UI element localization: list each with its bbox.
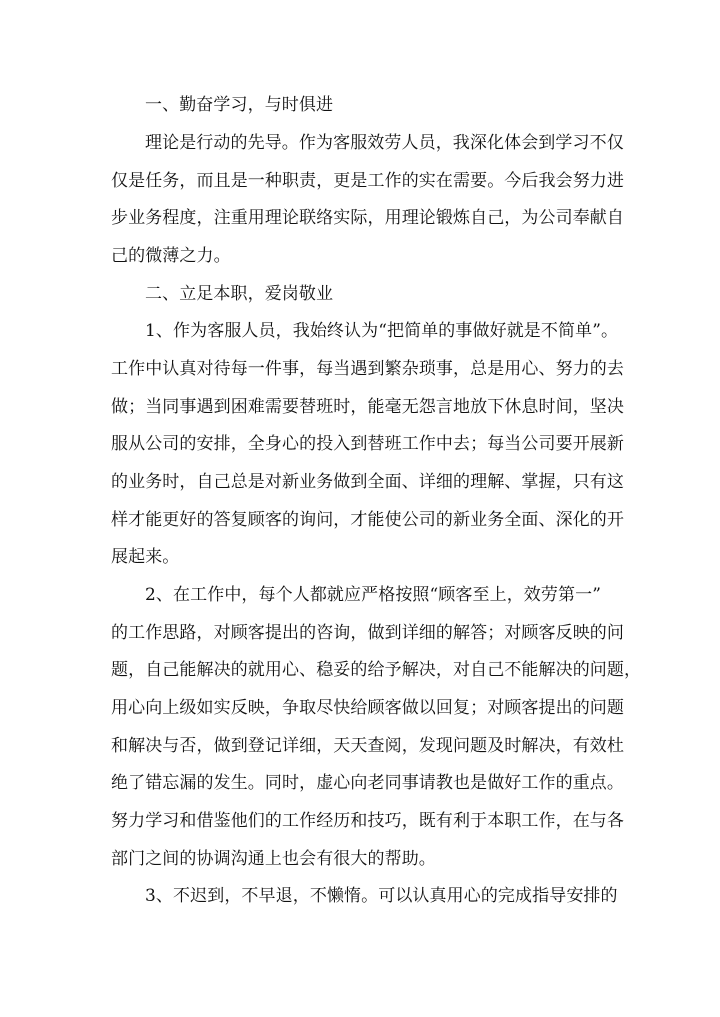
paragraph-line: 工作中认真对待每一件事，每当遇到繁杂琐事，总是用心、努力的去: [111, 359, 624, 379]
paragraph-line: 服从公司的安排，全身心的投入到替班工作中去；每当公司要开展新: [111, 434, 624, 454]
paragraph-line: 展起来。: [111, 547, 180, 567]
paragraph-line: 2、在工作中，每个人都就应严格按照“顾客至上，效劳第一”: [145, 585, 601, 605]
paragraph-line: 题，自己能解决的就用心、稳妥的给予解决，对自己不能解决的问题，: [111, 660, 642, 680]
paragraph-line: 部门之间的协调沟通上也会有很大的帮助。: [111, 849, 436, 869]
paragraph-line: 己的微薄之力。: [111, 246, 231, 266]
heading-1: 一、勤奋学习，与时俱进: [145, 95, 334, 115]
paragraph-line: 理论是行动的先导。作为客服效劳人员，我深化体会到学习不仅: [145, 133, 624, 153]
paragraph-line: 努力学习和借鉴他们的工作经历和技巧，既有利于本职工作，在与各: [111, 811, 624, 831]
paragraph-line: 的业务时，自己总是对新业务做到全面、详细的理解、掌握，只有这: [111, 472, 624, 492]
paragraph-line: 用心向上级如实反映，争取尽快给顾客做以回复；对顾客提出的问题: [111, 698, 624, 718]
heading-2: 二、立足本职，爱岗敬业: [145, 284, 334, 304]
paragraph-line: 仅是任务，而且是一种职责，更是工作的实在需要。今后我会努力进: [111, 171, 624, 191]
paragraph-line: 绝了错忘漏的发生。同时，虚心向老同事请教也是做好工作的重点。: [111, 773, 624, 793]
paragraph-line: 做；当同事遇到困难需要替班时，能毫无怨言地放下休息时间，坚决: [111, 397, 624, 417]
paragraph-line: 样才能更好的答复顾客的询问，才能使公司的新业务全面、深化的开: [111, 510, 624, 530]
paragraph-line: 3、不迟到，不早退，不懒惰。可以认真用心的完成指导安排的: [145, 886, 618, 906]
paragraph-line: 1、作为客服人员，我始终认为“把简单的事做好就是不简单”。: [145, 321, 619, 341]
paragraph-line: 和解决与否，做到登记详细，天天查阅，发现问题及时解决，有效杜: [111, 736, 624, 756]
paragraph-line: 的工作思路，对顾客提出的咨询，做到详细的解答；对顾客反映的问: [111, 623, 624, 643]
paragraph-line: 步业务程度，注重用理论联络实际，用理论锻炼自己，为公司奉献自: [111, 208, 624, 228]
